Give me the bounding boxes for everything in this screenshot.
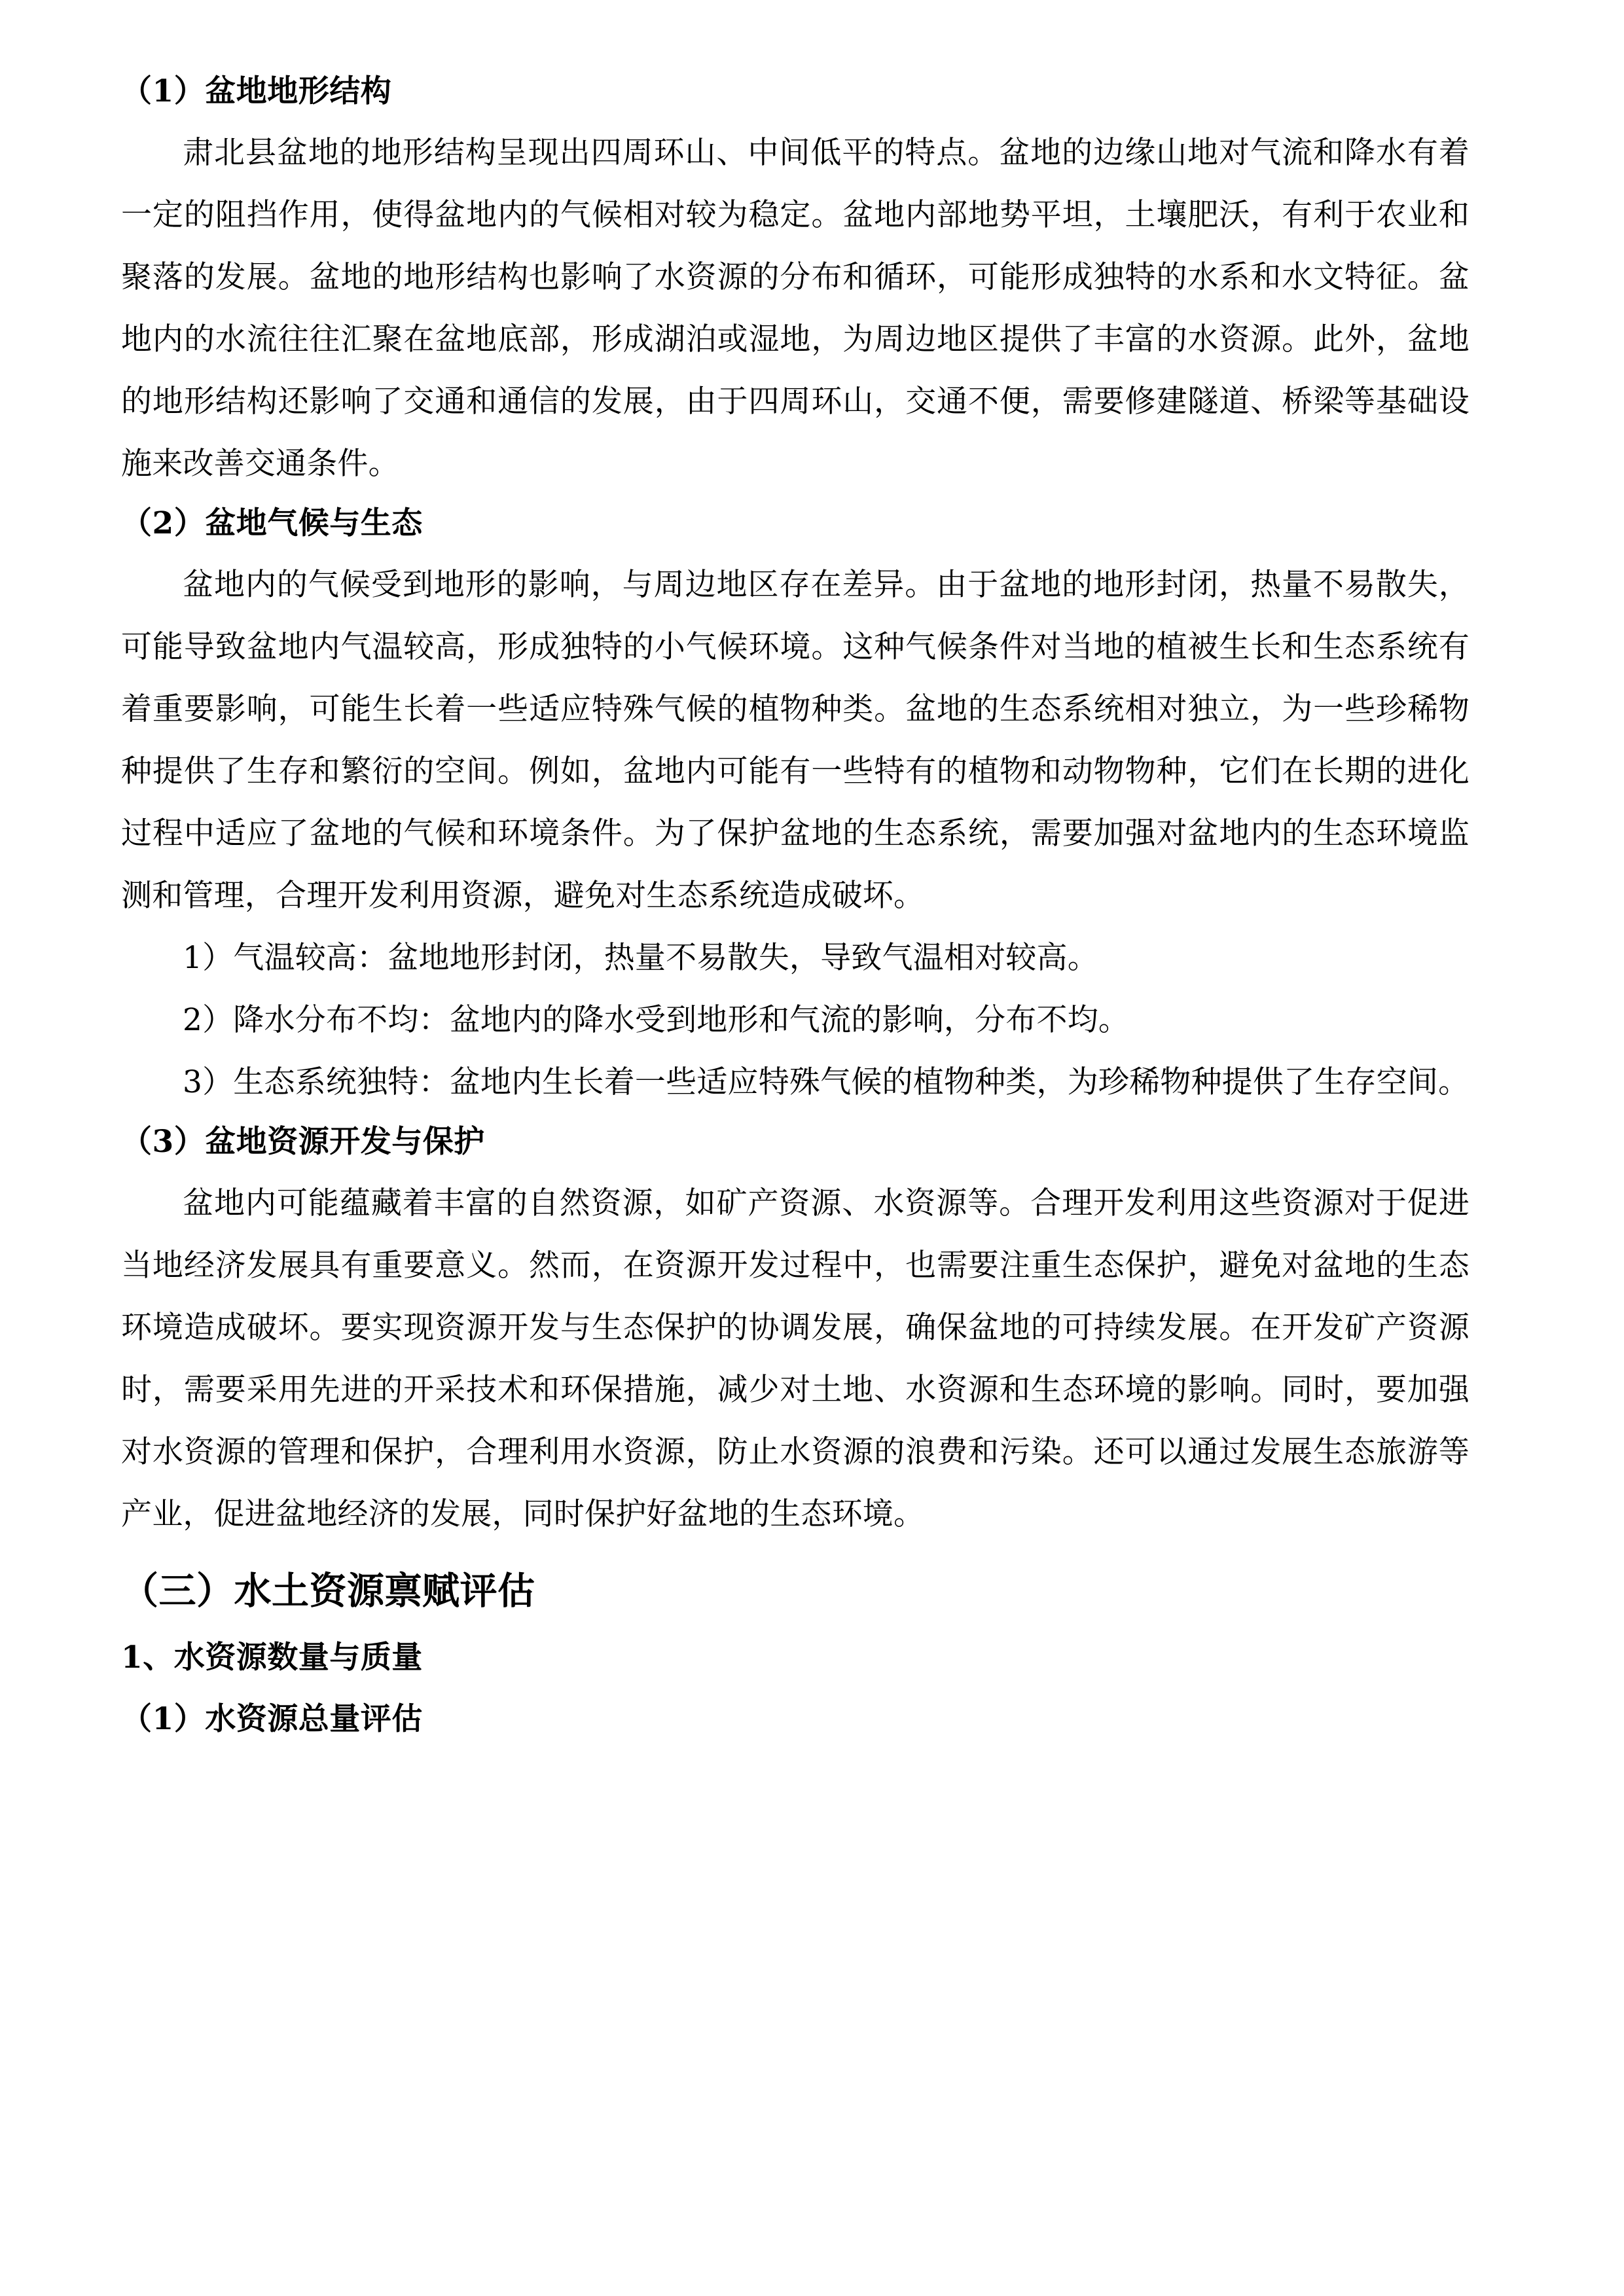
heading-water-soil-resource-endowment-assessment: （三）水土资源禀赋评估 <box>121 1569 535 1613</box>
list-item-unique-ecosystem: 3）生态系统独特：盆地内生长着一些适应特殊气候的植物种类，为珍稀物种提供了生存空间。 <box>183 1064 1470 1100</box>
paragraph-basin-climate-ecology: 盆地内的气候受到地形的影响，与周边地区存在差异。由于盆地的地形封闭，热量不易散失，可能导致盆地内气温较高，形成独特的小气候环境。这种气候条件对当地的植被生长和生态系统有着重要影响，可能生长着一些适应特殊气候的植物种类。盆地的生态系统相对独立，为一些珍稀物种提供了生存和繁衍的空间。例如，盆地内可能有一些特有的植物和动物物种，它们在长期的进化过程中适应了盆地的气候和环境条件。为了保护盆地的生态系统，需要加强对盆地内的生态环境监测和管理，合理开发利用资源，避免对生态系统造成破坏。 <box>121 567 1470 914</box>
page-content <box>121 63 1470 1749</box>
heading-basin-resource-development-protection: （3）盆地资源开发与保护 <box>121 1124 485 1160</box>
heading-basin-terrain-structure: （1）盆地地形结构 <box>121 73 392 109</box>
paragraph-basin-resource-development-protection: 盆地内可能蕴藏着丰富的自然资源，如矿产资源、水资源等。合理开发利用这些资源对于促进当地经济发展具有重要意义。然而，在资源开发过程中，也需要注重生态保护，避免对盆地的生态环境造成破坏。要实现资源开发与生态保护的协调发展，确保盆地的可持续发展。在开发矿产资源时，需要采用先进的开采技术和环保措施，减少对土地、水资源和生态环境的影响。同时，要加强对水资源的管理和保护，合理利用水资源，防止水资源的浪费和污染。还可以通过发展生态旅游等产业，促进盆地经济的发展，同时保护好盆地的生态环境。 <box>121 1185 1470 1532</box>
list-item-high-temperature: 1）气温较高：盆地地形封闭，热量不易散失，导致气温相对较高。 <box>183 940 1098 976</box>
paragraph-basin-terrain-structure: 肃北县盆地的地形结构呈现出四周环山、中间低平的特点。盆地的边缘山地对气流和降水有着一定的阻挡作用，使得盆地内的气候相对较为稳定。盆地内部地势平坦，土壤肥沃，有利于农业和聚落的发展。盆地的地形结构也影响了水资源的分布和循环，可能形成独特的水系和水文特征。盆地内的水流往往汇聚在盆地底部，形成湖泊或湿地，为周边地区提供了丰富的水资源。此外，盆地的地形结构还影响了交通和通信的发展，由于四周环山，交通不便，需要修建隧道、桥梁等基础设施来改善交通条件。 <box>121 135 1470 482</box>
list-item-uneven-precipitation: 2）降水分布不均：盆地内的降水受到地形和气流的影响，分布不均。 <box>183 1002 1130 1038</box>
heading-total-water-resource-assessment: （1）水资源总量评估 <box>121 1701 423 1737</box>
heading-water-resource-quantity-quality: 1、水资源数量与质量 <box>121 1640 423 1676</box>
heading-basin-climate-ecology: （2）盆地气候与生态 <box>121 505 423 541</box>
